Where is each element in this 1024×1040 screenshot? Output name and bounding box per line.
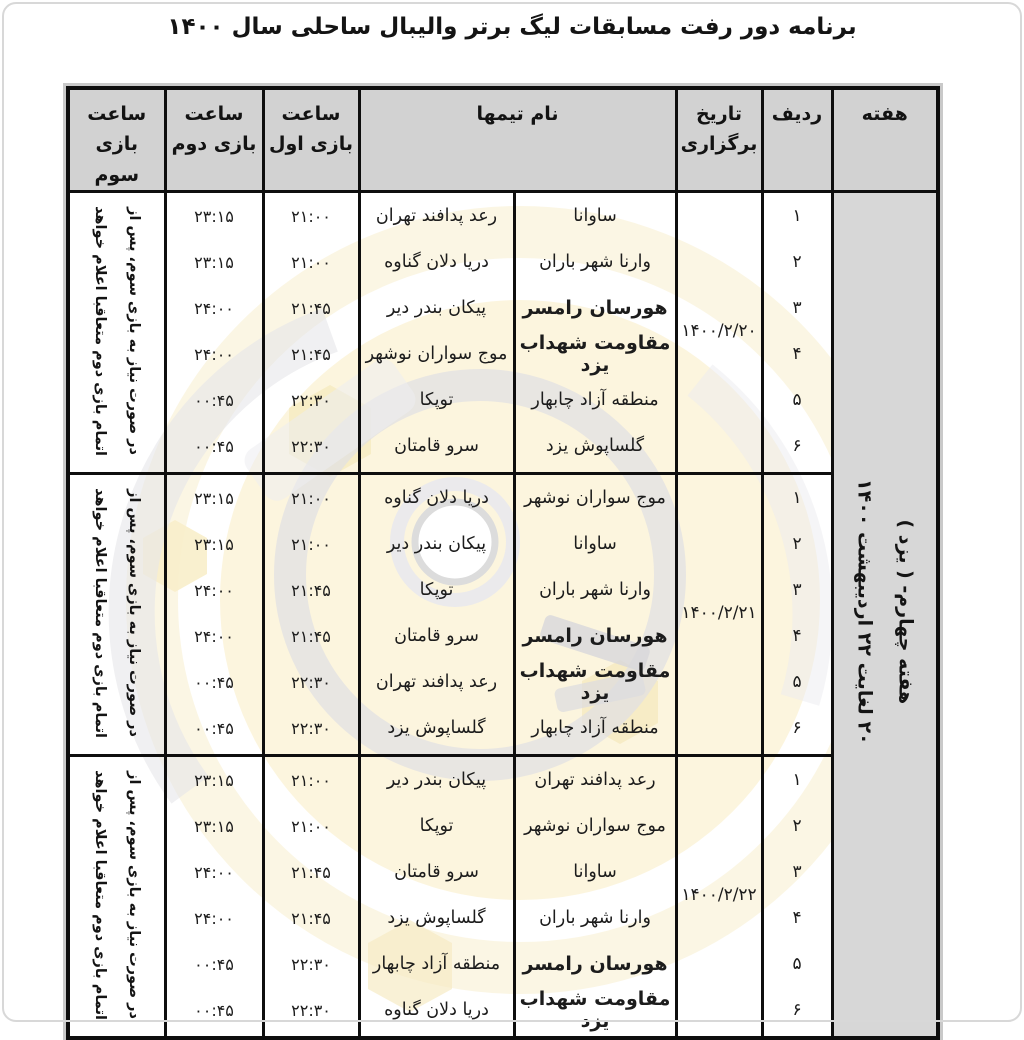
team-b-name: پیکان بندر دیر (386, 534, 487, 555)
team-a-name: ساوانا (573, 534, 617, 555)
team-b-column (359, 192, 514, 474)
team-b-name: توپکا (419, 390, 454, 411)
game1-time: ۲۲:۳۰ (291, 672, 331, 692)
team-b-name: منطقه آزاد چابهار (372, 954, 501, 975)
game2-time-column (165, 474, 263, 756)
third-game-note (83, 206, 151, 456)
game2-time: ۰۰:۴۵ (194, 436, 234, 456)
game1-time: ۲۱:۰۰ (291, 206, 331, 226)
third-game-note-line2: اتمام بازی دوم متعاقبا اعلام خواهد (91, 488, 108, 739)
match-date: ۱۴۰۰/۲/۲۱ (681, 603, 757, 624)
team-a-name: هورسان رامسر (522, 625, 668, 648)
date-cell (676, 474, 762, 756)
game2-time: ۲۴:۰۰ (194, 344, 234, 364)
third-game-note (83, 488, 151, 738)
team-a-name: مقاومت شهداب یزد (519, 660, 671, 705)
team-a-name: موج سواران نوشهر (524, 816, 666, 837)
game3-note-column (68, 192, 165, 474)
team-a-name: مقاومت شهداب یزد (519, 332, 671, 377)
team-b-name: سرو قامتان (394, 862, 479, 883)
match-number: ۳ (792, 298, 802, 319)
team-a-name: ساوانا (573, 206, 617, 227)
game2-time: ۰۰:۴۵ (194, 954, 234, 974)
schedule-table-wrapper (66, 86, 940, 1040)
match-number: ۴ (792, 908, 802, 929)
match-date: ۱۴۰۰/۲/۲۰ (681, 321, 757, 342)
third-game-note (83, 770, 151, 1020)
third-game-note-line1: در صورت نیاز به بازی سوم، پس از (125, 771, 142, 1020)
match-number: ۱ (792, 206, 802, 227)
header-game2-time: ساعت بازی دوم (165, 88, 263, 192)
team-a-column (514, 756, 676, 1038)
team-a-name: مقاومت شهداب یزد (519, 988, 671, 1033)
match-date: ۱۴۰۰/۲/۲۲ (681, 885, 757, 906)
team-b-name: گلساپوش یزد (387, 908, 486, 929)
team-a-name: وارنا شهر باران (539, 908, 651, 929)
team-b-name: دریا دلان گناوه (384, 488, 489, 509)
third-game-note-line1: در صورت نیاز به بازی سوم، پس از (125, 489, 142, 738)
team-a-name: منطقه آزاد چابهار (531, 718, 659, 739)
team-a-name: رعد پدافند تهران (534, 770, 656, 791)
team-b-name: دریا دلان گناوه (384, 1000, 489, 1021)
date-cell (676, 756, 762, 1038)
team-a-column (514, 192, 676, 474)
game3-note-column (68, 756, 165, 1038)
team-a-column (514, 474, 676, 756)
game1-time: ۲۲:۳۰ (291, 718, 331, 738)
game1-time: ۲۱:۴۵ (291, 908, 331, 928)
game1-time: ۲۱:۰۰ (291, 770, 331, 790)
team-a-name: موج سواران نوشهر (524, 488, 666, 509)
header-week: هفته (832, 88, 938, 192)
match-number: ۵ (792, 672, 802, 693)
match-number: ۶ (792, 436, 802, 457)
game2-time: ۲۴:۰۰ (194, 580, 234, 600)
game1-time: ۲۱:۰۰ (291, 252, 331, 272)
game1-time: ۲۲:۳۰ (291, 954, 331, 974)
match-number: ۲ (792, 252, 802, 273)
match-number: ۳ (792, 580, 802, 601)
match-number: ۵ (792, 390, 802, 411)
team-b-column (359, 756, 514, 1038)
header-game1-time: ساعت بازی اول (263, 88, 359, 192)
team-b-name: رعد پدافند تهران (375, 206, 498, 227)
match-number: ۵ (792, 954, 802, 975)
match-number: ۱ (792, 770, 802, 791)
schedule-group-1 (68, 192, 938, 474)
game1-time-column (263, 756, 359, 1038)
team-b-name: گلساپوش یزد (387, 718, 486, 739)
team-b-name: سرو قامتان (394, 436, 479, 457)
game2-time: ۲۳:۱۵ (194, 252, 234, 272)
team-a-name: هورسان رامسر (522, 953, 668, 976)
match-number: ۲ (792, 816, 802, 837)
match-number: ۴ (792, 344, 802, 365)
week-label (844, 479, 926, 745)
team-b-name: رعد پدافند تهران (375, 672, 498, 693)
game1-time: ۲۱:۴۵ (291, 344, 331, 364)
match-number: ۳ (792, 862, 802, 883)
game2-time: ۲۳:۱۵ (194, 534, 234, 554)
team-a-name: منطقه آزاد چابهار (531, 390, 659, 411)
date-cell (676, 192, 762, 474)
team-a-name: وارنا شهر باران (539, 252, 651, 273)
game2-time: ۲۳:۱۵ (194, 488, 234, 508)
header-row (68, 88, 938, 192)
match-number: ۶ (792, 718, 802, 739)
match-number: ۱ (792, 488, 802, 509)
game1-time: ۲۲:۳۰ (291, 390, 331, 410)
game2-time: ۲۳:۱۵ (194, 206, 234, 226)
schedule-group-3 (68, 756, 938, 1038)
game2-time-column (165, 756, 263, 1038)
game2-time: ۲۳:۱۵ (194, 770, 234, 790)
game2-time: ۰۰:۴۵ (194, 390, 234, 410)
game2-time: ۰۰:۴۵ (194, 1000, 234, 1020)
week-label-line1: هفته چهارم- ( یزد ) (894, 519, 917, 705)
team-b-name: توپکا (419, 580, 454, 601)
team-b-name: موج سواران نوشهر (365, 344, 508, 365)
row-number-column (762, 474, 832, 756)
game2-time: ۲۴:۰۰ (194, 862, 234, 882)
match-number: ۲ (792, 534, 802, 555)
game3-note-column (68, 474, 165, 756)
header-team-names: نام تیمها (359, 88, 676, 192)
header-game3-time: ساعت بازی سوم (68, 88, 165, 192)
third-game-note-line2: اتمام بازی دوم متعاقبا اعلام خواهد (91, 206, 108, 457)
week-label-line2: ۲۰ لغایت ۲۲ اردیبهشت ۱۴۰۰ (853, 479, 876, 745)
schedule-table (66, 86, 940, 1040)
game1-time: ۲۱:۰۰ (291, 816, 331, 836)
game2-time: ۲۴:۰۰ (194, 626, 234, 646)
team-b-name: دریا دلان گناوه (384, 252, 489, 273)
game1-time: ۲۱:۰۰ (291, 488, 331, 508)
team-b-column (359, 474, 514, 756)
game1-time-column (263, 192, 359, 474)
week-cell (832, 192, 938, 1038)
team-b-name: سرو قامتان (394, 626, 479, 647)
game1-time: ۲۱:۰۰ (291, 534, 331, 554)
game1-time: ۲۲:۳۰ (291, 1000, 331, 1020)
game1-time: ۲۱:۴۵ (291, 580, 331, 600)
game2-time: ۲۴:۰۰ (194, 298, 234, 318)
game2-time: ۲۳:۱۵ (194, 816, 234, 836)
game1-time: ۲۲:۳۰ (291, 436, 331, 456)
team-b-name: پیکان بندر دیر (386, 298, 487, 319)
third-game-note-line1: در صورت نیاز به بازی سوم، پس از (125, 207, 142, 456)
team-a-name: گلساپوش یزد (545, 436, 645, 457)
team-b-name: پیکان بندر دیر (386, 770, 487, 791)
team-b-name: توپکا (419, 816, 454, 837)
header-row-number: ردیف (762, 88, 832, 192)
game2-time: ۰۰:۴۵ (194, 672, 234, 692)
row-number-column (762, 756, 832, 1038)
game2-time: ۲۴:۰۰ (194, 908, 234, 928)
row-number-column (762, 192, 832, 474)
game2-time: ۰۰:۴۵ (194, 718, 234, 738)
header-date: تاریخ برگزاری (676, 88, 762, 192)
third-game-note-line2: اتمام بازی دوم متعاقبا اعلام خواهد (91, 770, 108, 1021)
schedule-group-2 (68, 474, 938, 756)
team-a-name: ساوانا (573, 862, 617, 883)
team-a-name: هورسان رامسر (522, 297, 668, 320)
match-number: ۴ (792, 626, 802, 647)
game1-time: ۲۱:۴۵ (291, 626, 331, 646)
game1-time: ۲۱:۴۵ (291, 298, 331, 318)
team-a-name: وارنا شهر باران (539, 580, 651, 601)
game1-time-column (263, 474, 359, 756)
game1-time: ۲۱:۴۵ (291, 862, 331, 882)
match-number: ۶ (792, 1000, 802, 1021)
page-title: برنامه دور رفت مسابقات لیگ برتر والیبال ساحلی سال ۱۴۰۰ (167, 14, 857, 40)
game2-time-column (165, 192, 263, 474)
